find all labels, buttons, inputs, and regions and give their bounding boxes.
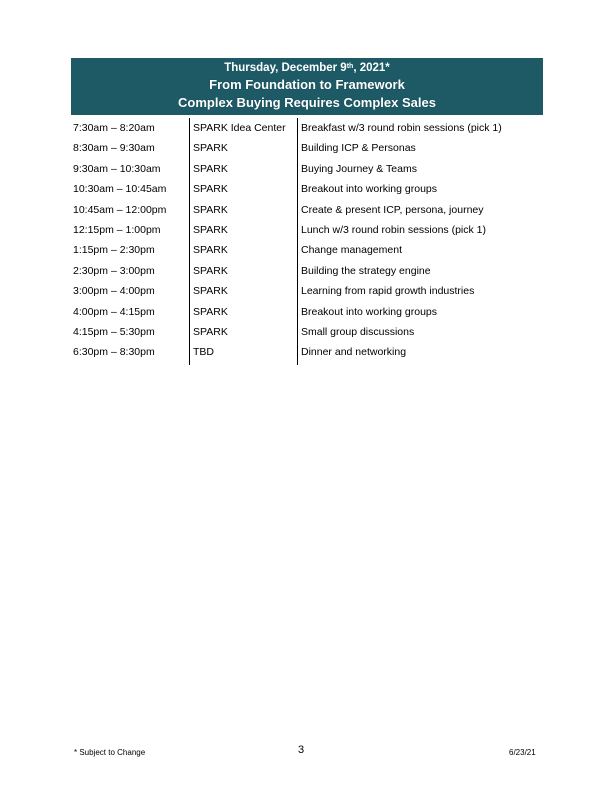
schedule-row bbox=[71, 200, 543, 220]
row-time: 8:30am – 9:30am bbox=[73, 142, 155, 155]
row-session: Building the strategy engine bbox=[301, 264, 431, 277]
row-location: SPARK Idea Center bbox=[193, 122, 286, 134]
row-time: 9:30am – 10:30am bbox=[73, 162, 161, 175]
date-end: , 2021* bbox=[353, 62, 390, 74]
page-number: 3 bbox=[298, 744, 305, 756]
row-time: 10:30am – 10:45am bbox=[73, 183, 167, 196]
schedule-row bbox=[71, 342, 543, 362]
row-location: SPARK bbox=[193, 285, 228, 298]
row-session: Dinner and networking bbox=[301, 346, 407, 359]
row-time: 1:15pm – 2:30pm bbox=[73, 244, 155, 257]
footer-note: * Subject to Change bbox=[74, 748, 146, 757]
date-prefix: Thursday, December 9 bbox=[224, 62, 347, 74]
schedule-row bbox=[71, 302, 543, 322]
row-location: SPARK bbox=[193, 244, 228, 257]
row-session: Small group discussions bbox=[301, 325, 415, 338]
row-session: Breakfast w/3 round robin sessions (pick 1) bbox=[301, 122, 502, 134]
row-time: 10:45am – 12:00pm bbox=[73, 203, 167, 216]
row-time: 7:30am – 8:20am bbox=[73, 122, 155, 134]
agenda-title-line2: Complex Buying Requires Complex Sales bbox=[178, 95, 436, 110]
row-time: 4:00pm – 4:15pm bbox=[73, 305, 155, 318]
row-location: SPARK bbox=[193, 305, 228, 318]
schedule-row bbox=[71, 138, 543, 158]
row-location: SPARK bbox=[193, 264, 228, 277]
row-time: 6:30pm – 8:30pm bbox=[73, 346, 155, 359]
row-time: 12:15pm – 1:00pm bbox=[73, 223, 161, 236]
agenda-date bbox=[71, 61, 543, 75]
row-location: SPARK bbox=[193, 183, 228, 196]
row-time: 3:00pm – 4:00pm bbox=[73, 285, 155, 298]
row-location: SPARK bbox=[193, 203, 228, 216]
row-time: 4:15pm – 5:30pm bbox=[73, 325, 155, 338]
row-session: Building ICP & Personas bbox=[301, 142, 416, 155]
row-location: SPARK bbox=[193, 142, 228, 155]
schedule-table bbox=[71, 118, 543, 363]
schedule-row bbox=[71, 281, 543, 301]
row-session: Create & present ICP, persona, journey bbox=[301, 203, 484, 216]
schedule-row bbox=[71, 220, 543, 240]
row-session: Breakout into working groups bbox=[301, 305, 437, 318]
schedule-row bbox=[71, 261, 543, 281]
schedule-row bbox=[71, 118, 543, 138]
row-time: 2:30pm – 3:00pm bbox=[73, 264, 155, 277]
row-location: TBD bbox=[193, 346, 214, 359]
row-session: Buying Journey & Teams bbox=[301, 162, 417, 175]
footer-date: 6/23/21 bbox=[509, 748, 536, 757]
agenda-header bbox=[71, 58, 543, 115]
date-ordinal-suffix: th bbox=[346, 63, 354, 70]
row-location: SPARK bbox=[193, 223, 228, 236]
schedule-row bbox=[71, 322, 543, 342]
row-session: Lunch w/3 round robin sessions (pick 1) bbox=[301, 223, 487, 236]
agenda-title-line1: From Foundation to Framework bbox=[209, 77, 405, 92]
row-session: Breakout into working groups bbox=[301, 183, 437, 196]
row-session: Change management bbox=[301, 244, 402, 257]
schedule-row bbox=[71, 179, 543, 199]
row-location: SPARK bbox=[193, 325, 228, 338]
schedule-row bbox=[71, 159, 543, 179]
row-session: Learning from rapid growth industries bbox=[301, 285, 475, 298]
row-location: SPARK bbox=[193, 162, 228, 175]
schedule-row bbox=[71, 240, 543, 260]
